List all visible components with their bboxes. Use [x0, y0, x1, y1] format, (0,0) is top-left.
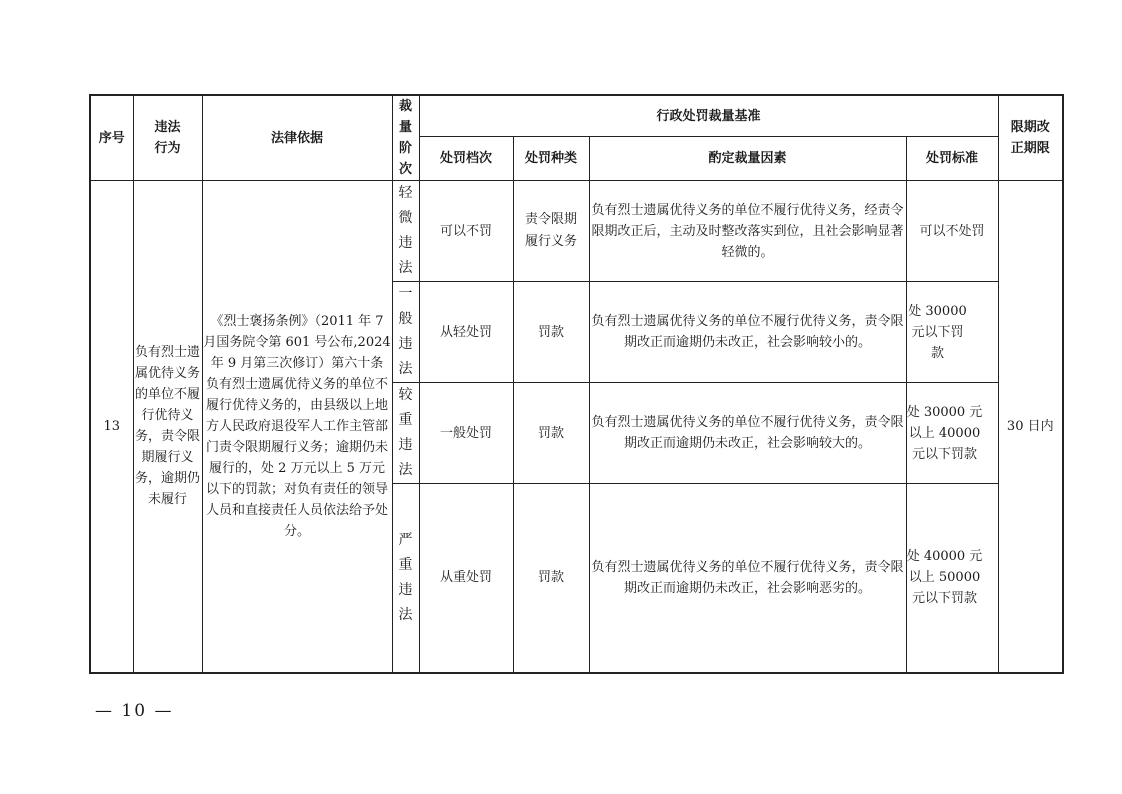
- grade-cell: 从轻处罚: [419, 282, 513, 383]
- row-seq: 13: [90, 181, 133, 673]
- standard-cell: 可以不处罚: [906, 181, 998, 282]
- table-row: [90, 181, 1063, 282]
- penalty-discretion-table: [89, 94, 1064, 674]
- header-penalty-grade: 处罚档次: [419, 137, 513, 181]
- type-text: 责令限期履行义务: [524, 212, 577, 249]
- page-number: — 10 —: [95, 701, 174, 721]
- factor-cell: 负有烈士遗属优待义务的单位不履行优待义务，责令限期改正而逾期仍未改正，社会影响恶劣的。: [589, 484, 906, 673]
- header-factors: 酌定裁量因素: [589, 137, 906, 181]
- header-legal-basis: 法律依据: [202, 95, 392, 181]
- type-cell: 罚款: [513, 484, 589, 673]
- header-deadline-text: 限期改正期限: [1010, 120, 1050, 156]
- grade-cell: 一般处罚: [419, 383, 513, 484]
- factor-cell: 负有烈士遗属优待义务的单位不履行优待义务，经责令限期改正后，主动及时整改落实到位，且社会影响显著轻微的。: [589, 181, 906, 282]
- factor-cell: 负有烈士遗属优待义务的单位不履行优待义务，责令限期改正而逾期仍未改正，社会影响较小的。: [589, 282, 906, 383]
- header-benchmark: 行政处罚裁量基准: [419, 95, 998, 137]
- row-deadline: 30 日内: [998, 181, 1063, 673]
- standard-cell: [906, 383, 998, 484]
- standard-text: 处 30000 元以下罚款: [908, 303, 967, 361]
- row-legal-basis: 《烈士褒扬条例》（2011 年 7 月国务院令第 601 号公布,2024 年 9 月第三次修订）第六十条 负有烈士遗属优待义务的单位不履行优待义务的，由县级以上地方人民政府退役军人工作主管部门责令限期履行义务；逾期仍未履行的，处 2 万元以上 5 万元以下的罚款；对负有责任的领导人员和直接责任人员依法给予处分。: [202, 181, 392, 673]
- row-violation: 负有烈士遗属优待义务的单位不履行优待义务，责令限期履行义务，逾期仍未履行: [133, 181, 202, 673]
- grade-cell: 可以不罚: [419, 181, 513, 282]
- header-discretion-level: [392, 95, 419, 181]
- type-cell: 罚款: [513, 383, 589, 484]
- header-penalty-type: 处罚种类: [513, 137, 589, 181]
- header-violation: [133, 95, 202, 181]
- standard-text: 处 40000 元以上 50000 元以下罚款: [906, 549, 983, 607]
- level-cell-4: [392, 484, 419, 673]
- level-cell-1: [392, 181, 419, 282]
- header-penalty-standard: 处罚标准: [906, 137, 998, 181]
- level-label: 轻微违法: [398, 185, 413, 276]
- grade-cell: 从重处罚: [419, 484, 513, 673]
- factor-cell: 负有烈士遗属优待义务的单位不履行优待义务，责令限期改正而逾期仍未改正，社会影响较大的。: [589, 383, 906, 484]
- header-violation-text: 违法行为: [154, 120, 181, 156]
- header-discretion-level-text: 裁量阶次: [398, 99, 412, 177]
- type-cell: [513, 181, 589, 282]
- type-cell: 罚款: [513, 282, 589, 383]
- level-label: 一般违法: [398, 286, 413, 377]
- header-seq: 序号: [90, 95, 133, 181]
- standard-text: 处 30000 元以上 40000 元以下罚款: [906, 404, 983, 462]
- level-label: 较重违法: [398, 387, 413, 478]
- standard-cell: [906, 484, 998, 673]
- level-label: 严重违法: [398, 531, 413, 623]
- standard-cell: [906, 282, 998, 383]
- level-cell-2: [392, 282, 419, 383]
- level-cell-3: [392, 383, 419, 484]
- header-deadline: [998, 95, 1063, 181]
